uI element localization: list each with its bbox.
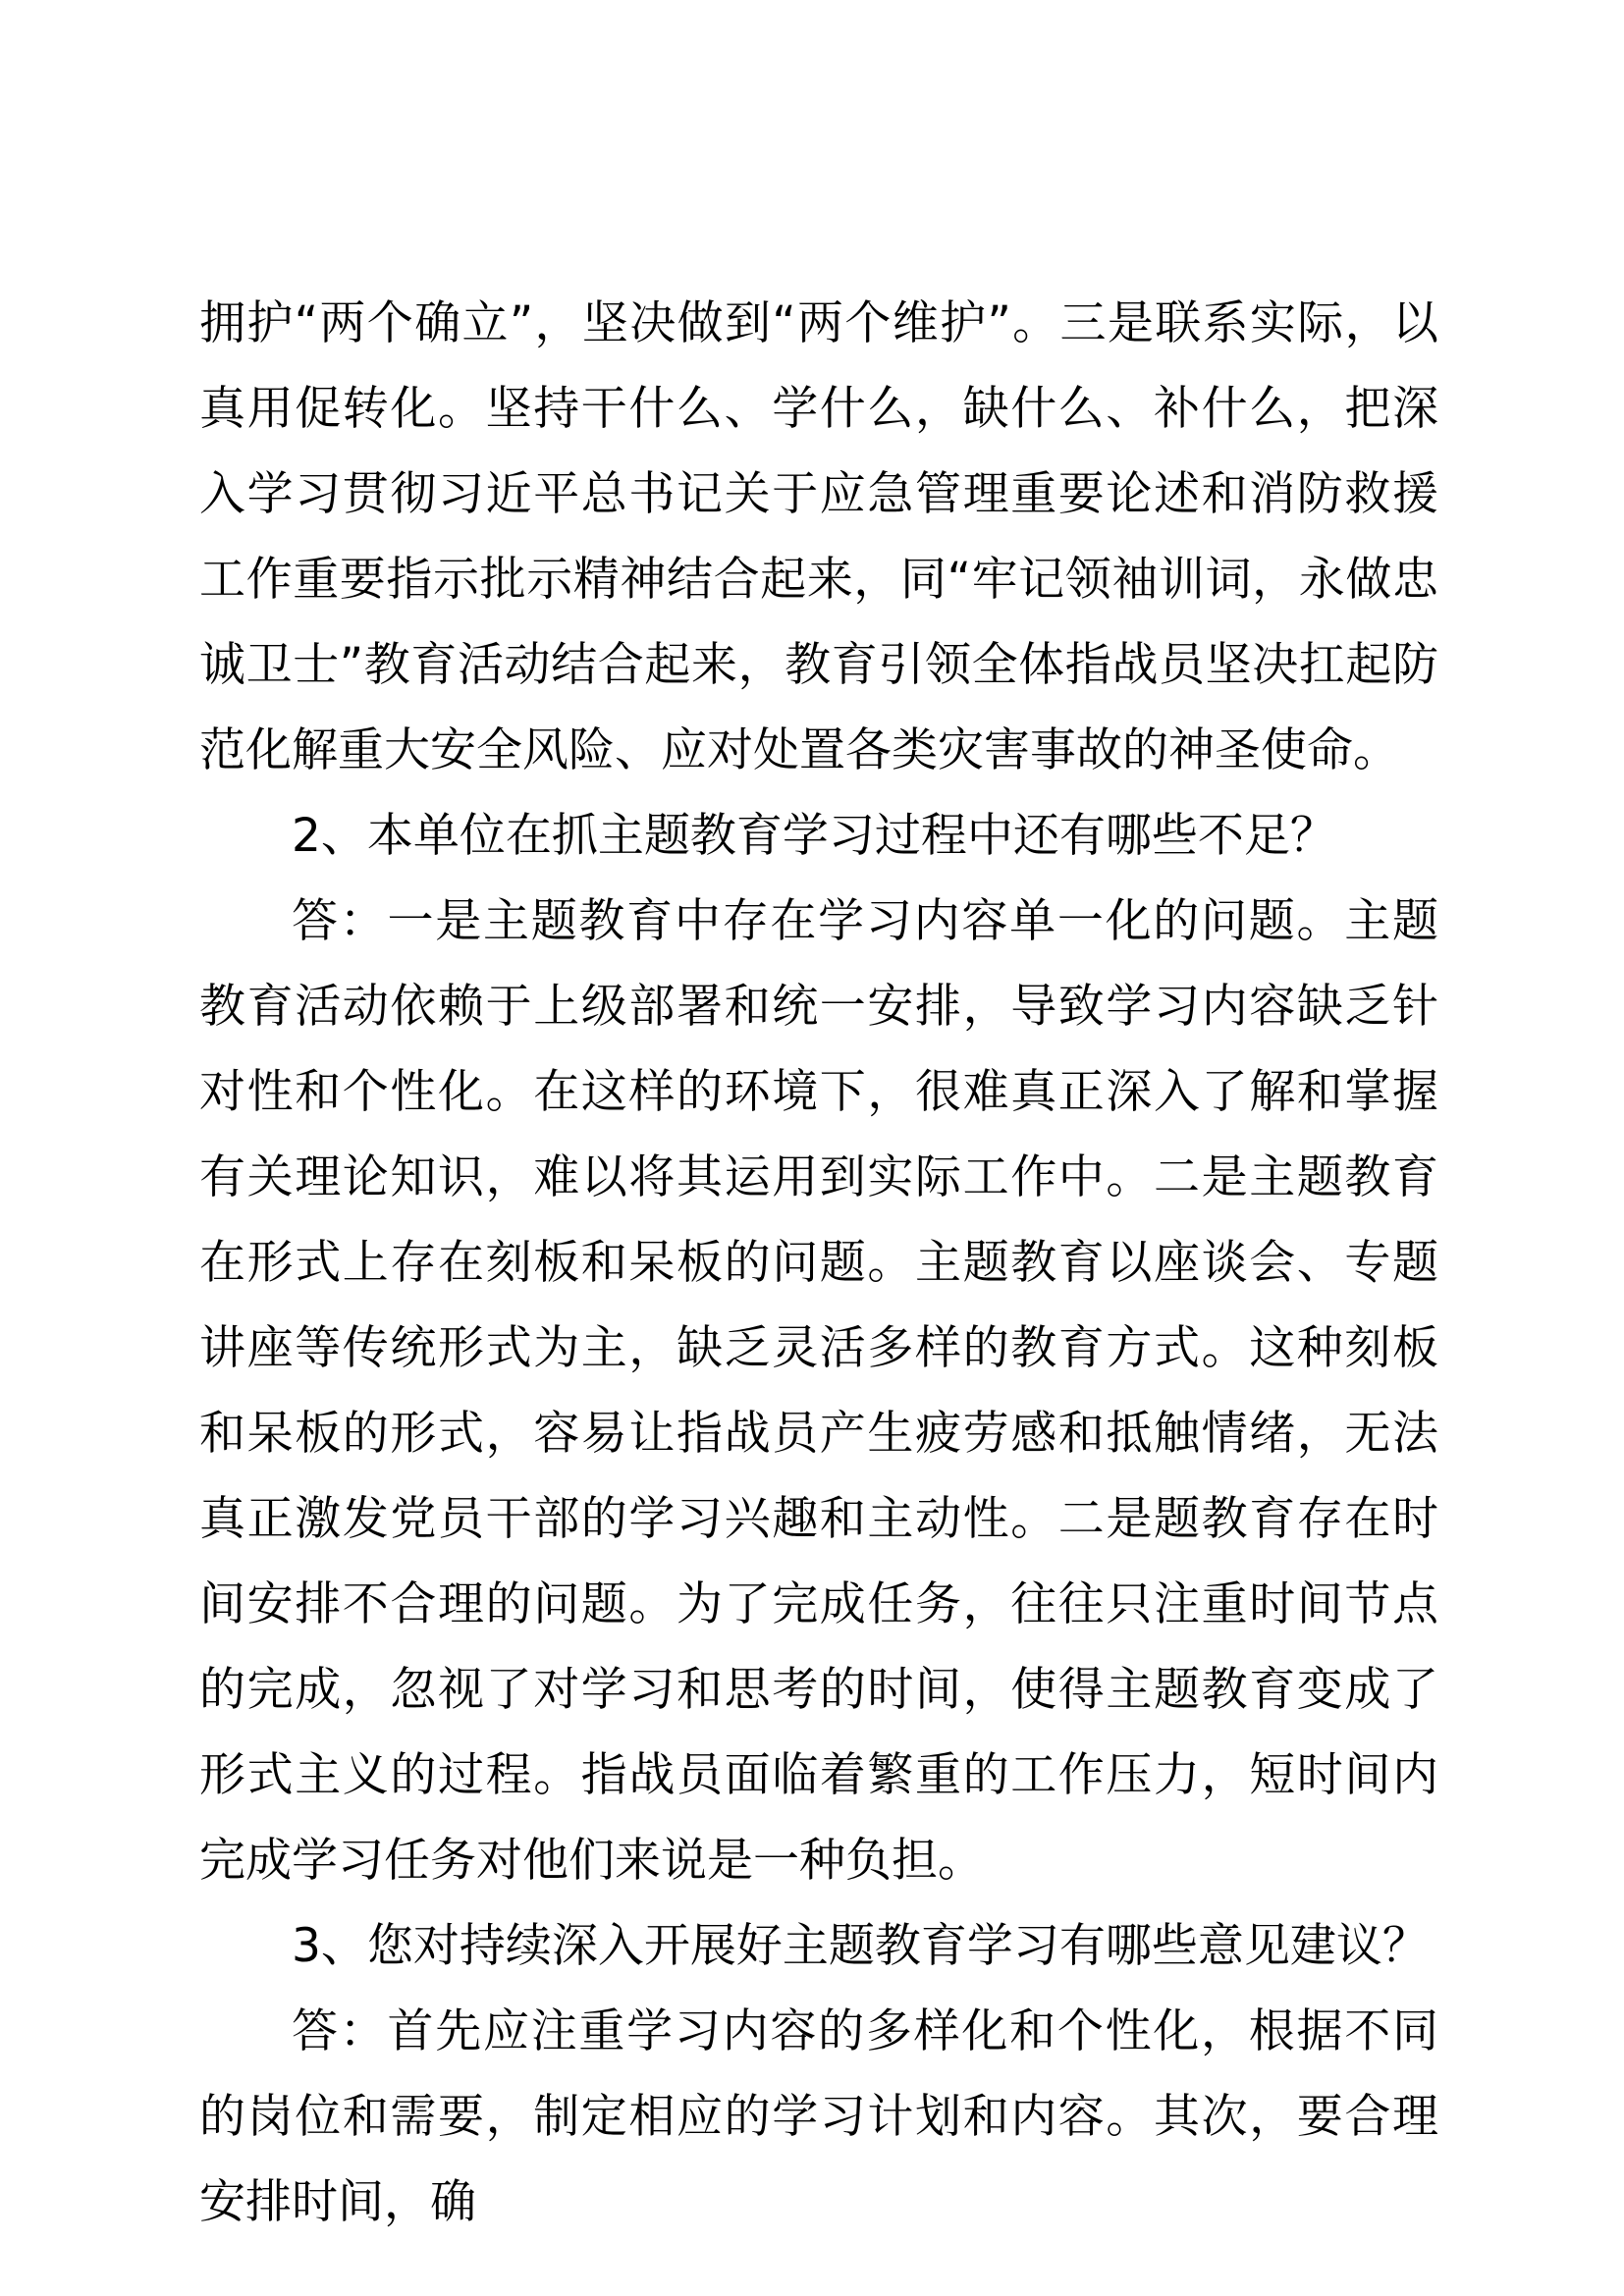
paragraph-continuation: 拥护“两个确立”，坚决做到“两个维护”。三是联系实际，以真用促转化。坚持干什么、学什么，缺什么、补什么，把深入学习贯彻习近平总书记关于应急管理重要论述和消防救援工作重要指示批示精神结合起来，同“牢记领袖训词，永做忠诚卫士”教育活动结合起来，教育引领全体指战员坚决扛起防范化解重大安全风险、应对处置各类灾害事故的神圣使命。 [199,296,1438,777]
answer-3: 答：首先应注重学习内容的多样化和个性化，根据不同的岗位和需要，制定相应的学习计划和内容。其次，要合理安排时间，确 [199,2004,1438,2229]
document-page [199,281,1438,2245]
question-3: 3、您对持续深入开展好主题教育学习有哪些意见建议？ [292,1919,1429,1973]
answer-2: 答：一是主题教育中存在学习内容单一化的问题。主题教育活动依赖于上级部署和统一安排，导致学习内容缺乏针对性和个性化。在这样的环境下，很难真正深入了解和掌握有关理论知识，难以将其运用到实际工作中。二是主题教育在形式上存在刻板和呆板的问题。主题教育以座谈会、专题讲座等传统形式为主，缺乏灵活多样的教育方式。这种刻板和呆板的形式，容易让指战员产生疲劳感和抵触情绪，无法真正激发党员干部的学习兴趣和主动性。二是题教育存在时间安排不合理的问题。为了完成任务，往往只注重时间节点的完成，忽视了对学习和思考的时间，使得主题教育变成了形式主义的过程。指战员面临着繁重的工作压力，短时间内完成学习任务对他们来说是一种负担。 [199,894,1438,1888]
question-2: 2、本单位在抓主题教育学习过程中还有哪些不足？ [292,809,1336,863]
